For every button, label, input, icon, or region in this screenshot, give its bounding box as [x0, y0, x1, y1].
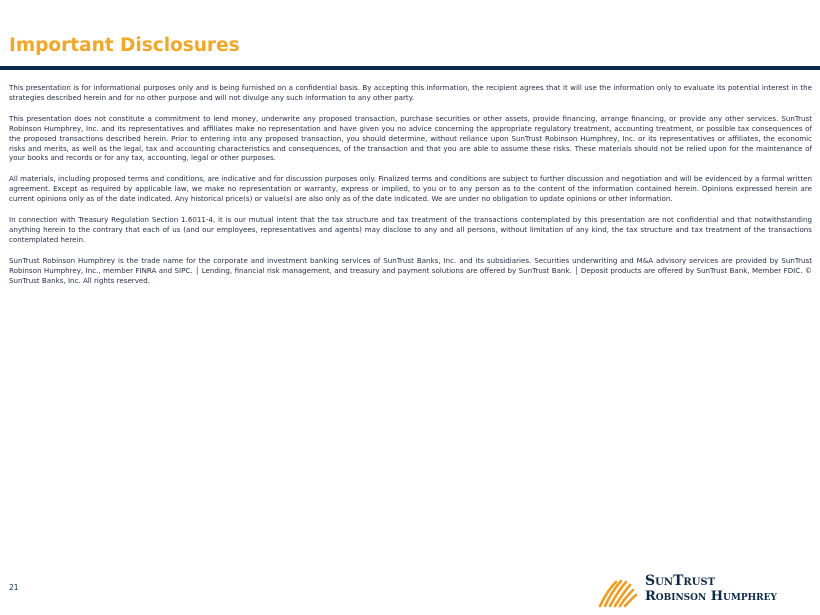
disclosure-paragraph: This presentation does not constitute a commitment to lend money, underwrite any proposed transaction, purchase securities or other assets, provide financing, arrange financing, or provide any other services. SunTrust Robinson Humphrey, Inc. and its representatives and affiliates make no representation and have given you no advice concerning the appropriate regulatory treatment, accounting treatment, or possible tax consequences of the proposed transactions described herein. Prior to entering into any proposed transaction, you should determine, without reliance upon SunTrust Robinson Humphrey, Inc. or its representatives or affiliates, the economic risks and merits, as well as the legal, tax and accounting characteristics and consequences, of the transaction and that you are able to assume these risks. These materials should not be relied upon for the maintenance of your books and records or for any tax, accounting, legal or other purposes.	[9, 113, 812, 163]
logo-wordmark-line2: Robinson Humphrey	[645, 589, 777, 604]
page-title: Important Disclosures	[9, 35, 240, 56]
page-number: 21	[9, 583, 19, 592]
logo-wordmark-line1: SunTrust	[645, 573, 716, 589]
disclosure-paragraph: SunTrust Robinson Humphrey is the trade name for the corporate and investment banking services of SunTrust Banks, Inc. and its subsidiaries. Securities underwriting and M&A advisory services are provided by SunTrust Robinson Humphrey, Inc., member FINRA and SIPC. │ Lending, financial risk management, and treasury and payment solutions are offered by SunTrust Bank. │ Deposit products are offered by SunTrust Bank, Member FDIC. © SunTrust Banks, Inc. All rights reserved.	[9, 255, 812, 285]
disclosure-paragraph: This presentation is for informational purposes only and is being furnished on a confidential basis. By accepting this information, the recipient agrees that it will use the information only to evaluate its potential interest in the strategies described herein and for no other purpose and will not divulge any such information to any other party.	[9, 83, 812, 102]
disclosures-body	[9, 83, 812, 297]
disclosure-paragraph: In connection with Treasury Regulation Section 1.6011-4, it is our mutual intent that the tax structure and tax treatment of the transactions contemplated by this presentation are not confidential and that notwithstanding anything herein to the contrary that each of us (and our employees, representatives and agents) may disclose to any and all persons, without limitation of any kind, the tax structure and tax treatment of the transactions contemplated herein.	[9, 215, 812, 244]
disclosure-paragraph: All materials, including proposed terms and conditions, are indicative and for discussion purposes only. Finalized terms and conditions are subject to further discussion and negotiation and will be evidenced by a formal written agreement. Except as required by applicable law, we make no representation or warranty, express or implied, to you or to any person as to the content of the information contained herein. Opinions expressed herein are current opinions only as of the date indicated. Any historical price(s) or value(s) are also only as of the date indicated. We are under no obligation to update opinions or other information.	[9, 174, 812, 204]
title-divider	[0, 66, 820, 70]
sunburst-logo-icon	[596, 570, 640, 608]
suntrust-robinson-humphrey-logo	[596, 570, 796, 608]
